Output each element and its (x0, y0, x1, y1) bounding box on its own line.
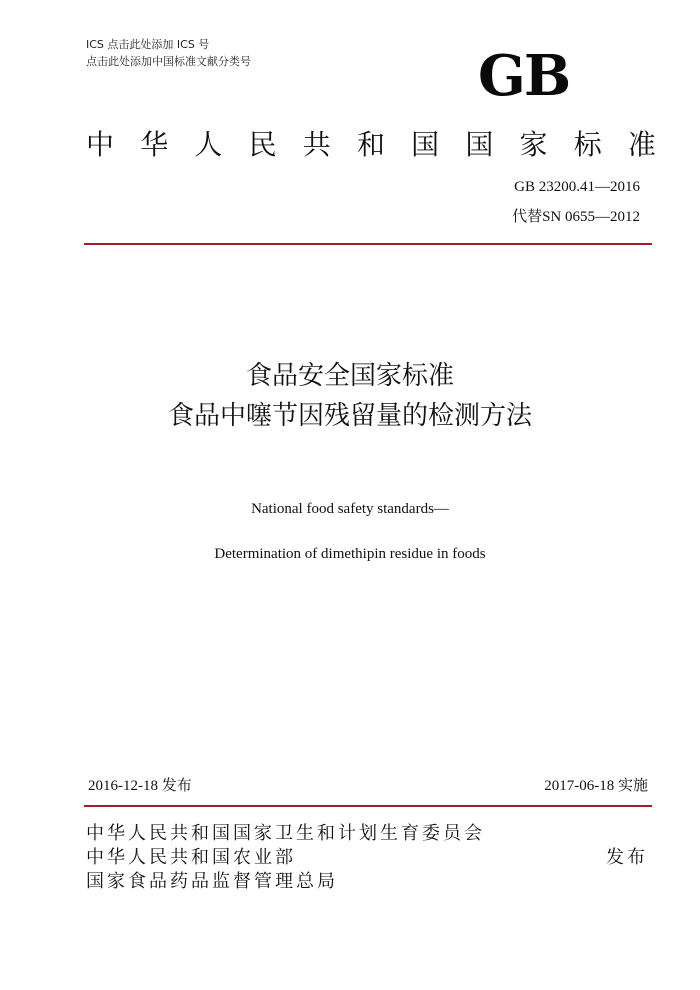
organization-title-char: 中 (86, 128, 115, 161)
organization-title-char: 人 (194, 128, 223, 161)
title-en-line1: National food safety standards— (251, 501, 449, 517)
bottom-divider (84, 805, 652, 807)
replaces-standard: 代替SN 0655—2012 (512, 209, 640, 225)
organization-title (86, 128, 656, 162)
issue-date: 2016-12-18 发布 (88, 778, 192, 794)
issuer-line1: 中华人民共和国国家卫生和计划生育委员会 (86, 823, 485, 844)
organization-title-char: 国 (465, 128, 494, 161)
gb-logo: GB (478, 43, 570, 109)
title-cn-line2: 食品中噻节因残留量的检测方法 (167, 401, 532, 431)
publish-label: 发布 (606, 847, 648, 868)
organization-title-char: 民 (248, 128, 277, 161)
classification-line[interactable]: 点击此处添加中国标准文献分类号 (86, 55, 251, 68)
organization-title-char: 共 (302, 128, 331, 161)
ics-block (86, 36, 251, 70)
organization-title-char: 准 (627, 128, 656, 161)
organization-title-char: 华 (140, 128, 169, 161)
issuer-line3: 国家食品药品监督管理总局 (86, 871, 338, 892)
issuer-line2: 中华人民共和国农业部 (86, 847, 296, 868)
title-en-line2: Determination of dimethipin residue in foods (214, 546, 486, 562)
ics-line[interactable]: ICS 点击此处添加 ICS 号 (86, 38, 210, 51)
organization-title-char: 国 (411, 128, 440, 161)
implementation-date: 2017-06-18 实施 (544, 778, 648, 794)
title-cn-line1: 食品安全国家标准 (245, 361, 454, 391)
organization-title-char: 标 (573, 128, 602, 161)
top-divider (84, 243, 652, 245)
organization-title-char: 和 (356, 128, 385, 161)
standard-number: GB 23200.41—2016 (514, 179, 640, 195)
organization-title-char: 家 (519, 128, 548, 161)
